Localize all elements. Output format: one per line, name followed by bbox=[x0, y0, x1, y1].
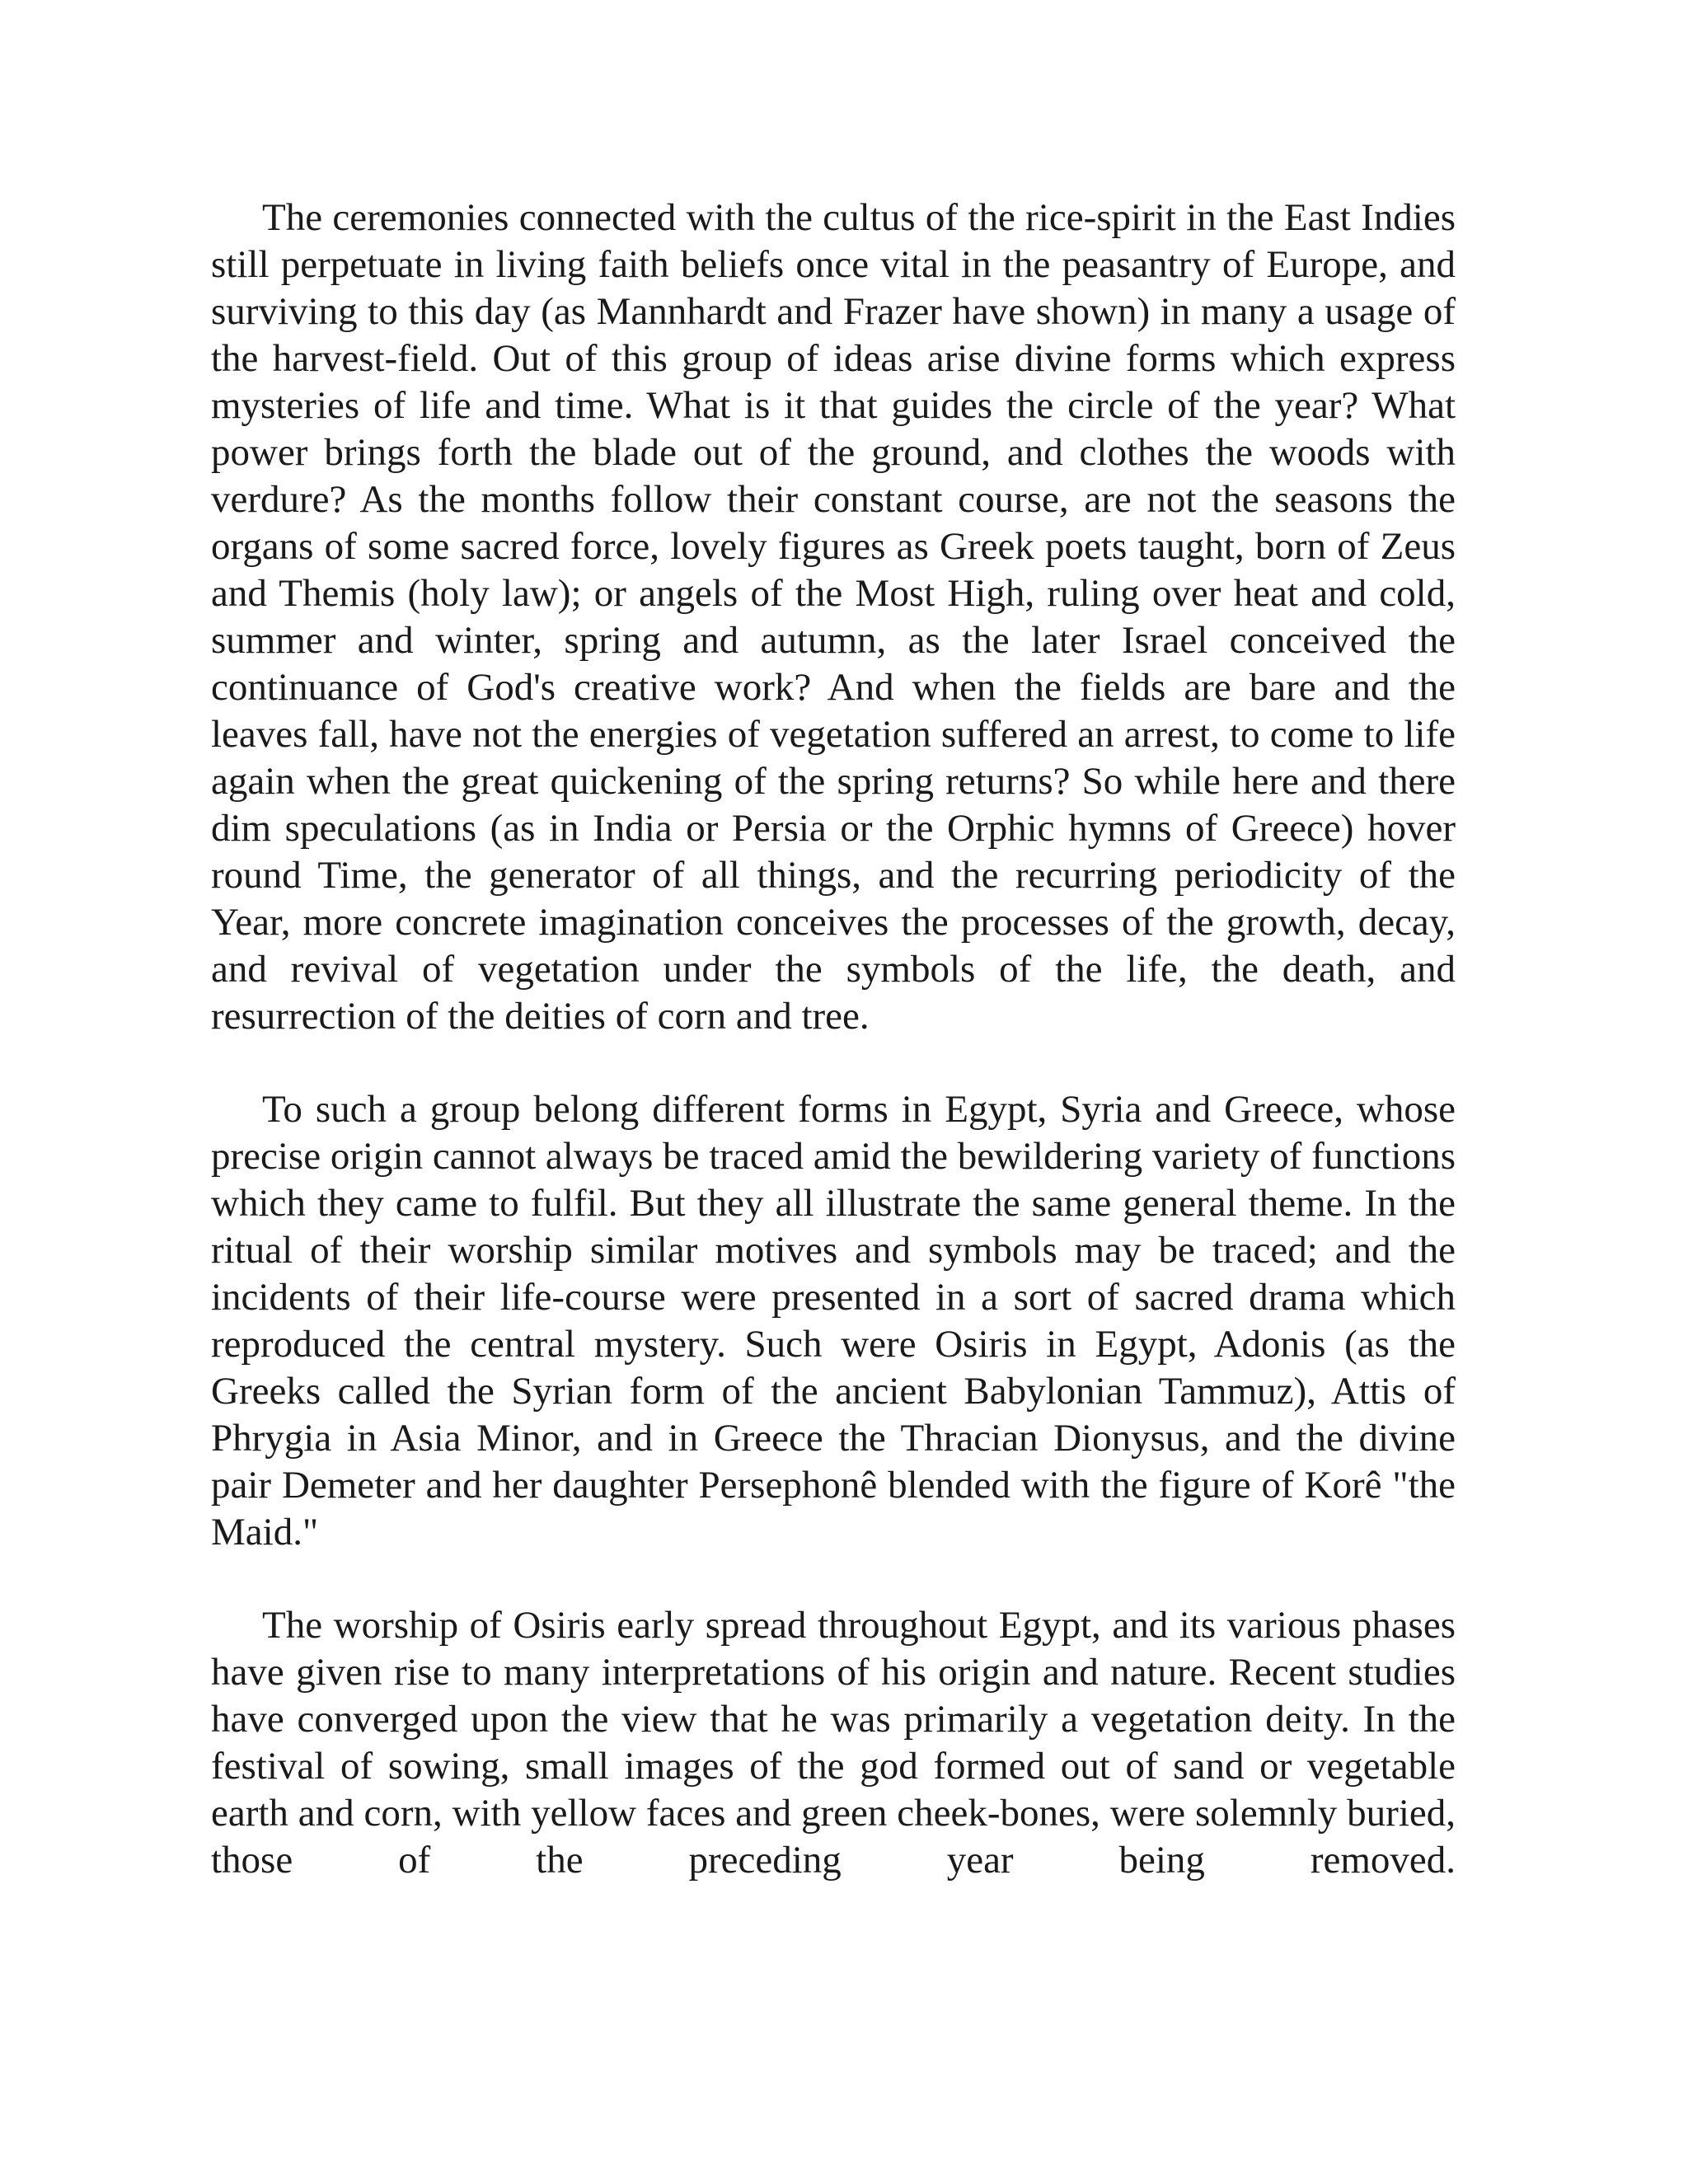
paragraph-rice-spirit: The ceremonies connected with the cultus of the rice-spirit in the East Indies still perpetuate in living faith beliefs once vital in the peasantry of Europe, and surviving to this day (as Mannhardt and Frazer have shown) in many a usage of the harvest-field. Out of this group of ideas arise divine forms which express mysteries of life and time. What is it that guides the circle of the year? What power brings forth the blade out of the ground, and clothes the woods with verdure? As the months follow their constant course, are not the seasons the organs of some sacred force, lovely figures as Greek poets taught, born of Zeus and Themis (holy law); or angels of the Most High, ruling over heat and cold, summer and winter, spring and autumn, as the later Israel conceived the continuance of God's creative work? And when the fields are bare and the leaves fall, have not the energies of vegetation suffered an arrest, to come to life again when the great quickening of the spring returns? So while here and there dim speculations (as in India or Persia or the Orphic hymns of Greece) hover round Time, the generator of all things, and the recurring periodicity of the Year, more concrete imagination conceives the processes of the growth, decay, and revival of vegetation under the symbols of the life, the death, and resurrection of the deities of corn and tree. bbox=[211, 196, 1456, 1038]
document-page bbox=[211, 194, 1456, 1884]
paragraph-vegetation-deities: To such a group belong different forms in Egypt, Syria and Greece, whose precise origin cannot always be traced amid the bewildering variety of functions which they came to fulfil. But they all illustrate the same general theme. In the ritual of their worship similar motives and symbols may be traced; and the incidents of their life-course were presented in a sort of sacred drama which reproduced the central mystery. Such were Osiris in Egypt, Adonis (as the Greeks called the Syrian form of the ancient Babylonian Tammuz), Attis of Phrygia in Asia Minor, and in Greece the Thracian Dionysus, and the divine pair Demeter and her daughter Persephonê blended with the figure of Korê "the Maid." bbox=[211, 1088, 1456, 1554]
paragraph-osiris: The worship of Osiris early spread throughout Egypt, and its various phases have given rise to many interpretations of his origin and nature. Recent studies have converged upon the view that he was primarily a vegetation deity. In the festival of sowing, small images of the god formed out of sand or vegetable earth and corn, with yellow faces and green cheek-bones, were solemnly buried, those of the preceding year being removed. bbox=[211, 1604, 1456, 1882]
